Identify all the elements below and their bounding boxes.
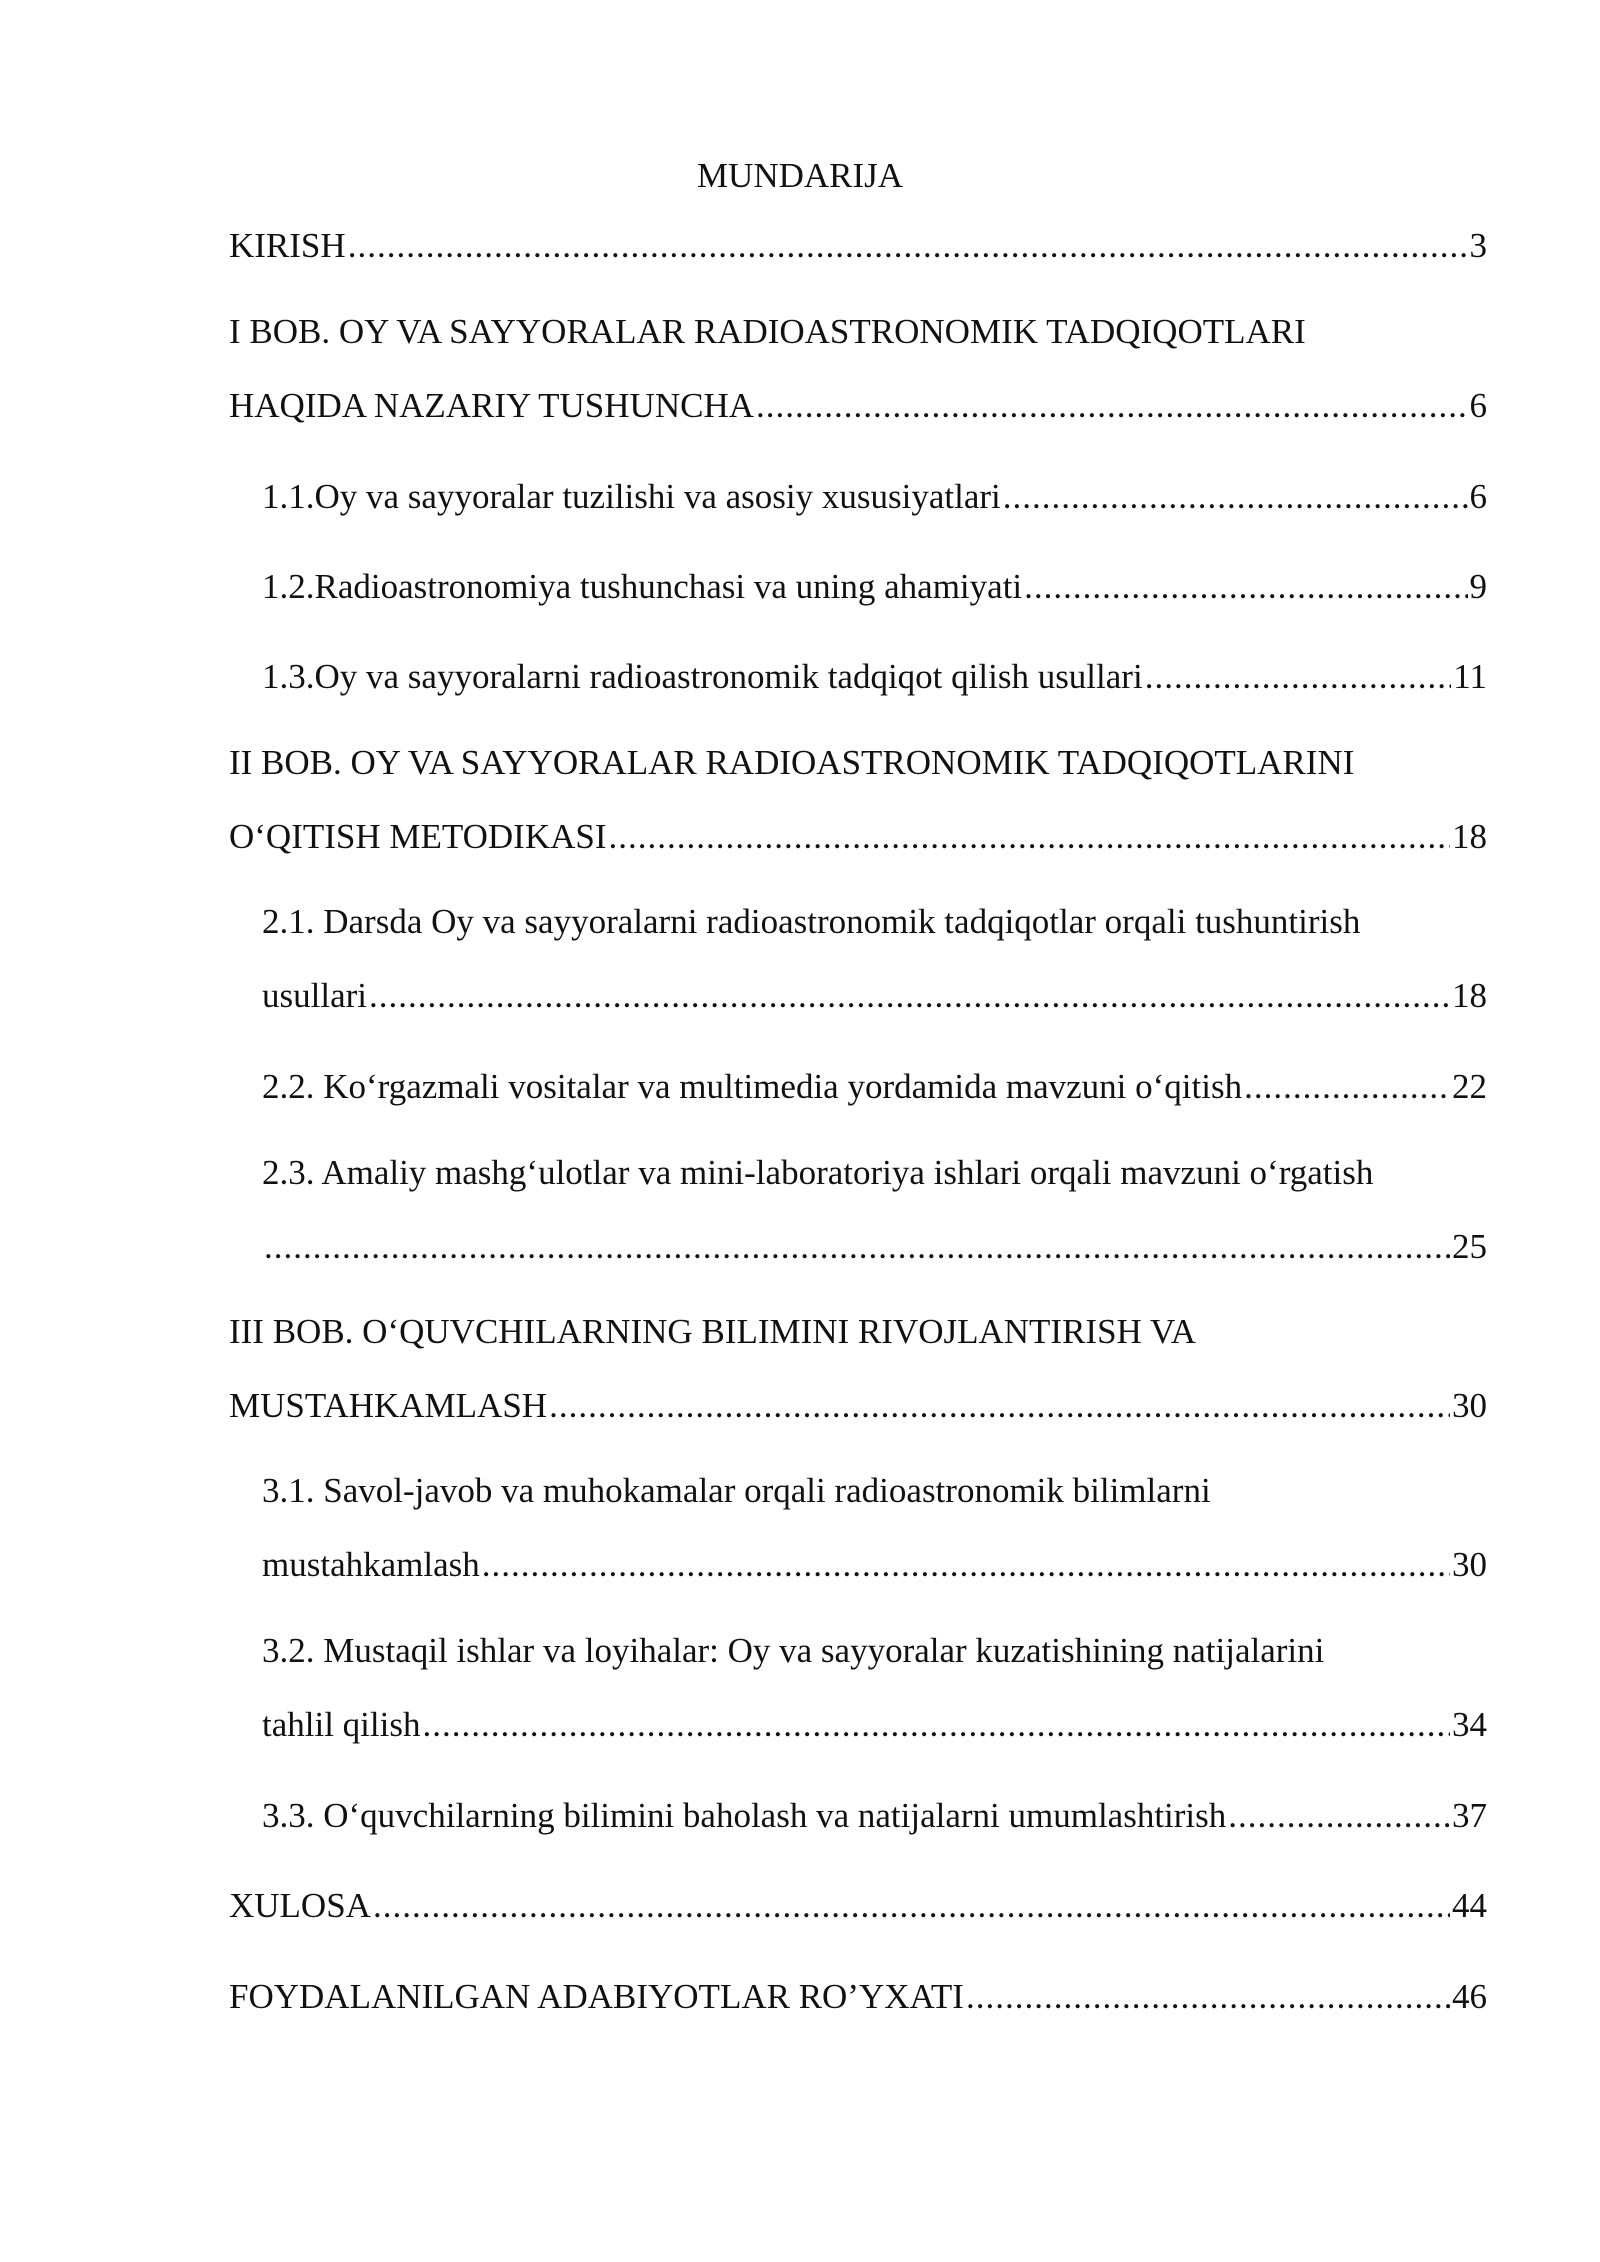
dot-leader	[756, 382, 1468, 430]
dot-leader	[348, 222, 1468, 270]
toc-page-number: 25	[1452, 1227, 1487, 1266]
dot-leader	[549, 1382, 1450, 1430]
dot-leader	[264, 1223, 1450, 1271]
toc-entry-text: usullari	[262, 976, 367, 1015]
toc-page-number: 6	[1469, 477, 1487, 516]
toc-entry-kirish[interactable]	[229, 222, 1487, 270]
toc-page-number: 3	[1469, 226, 1487, 265]
toc-entry-text: 3.3. O‘quvchilarning bilimini baholash va natijalarni umumlashtirish	[262, 1796, 1227, 1835]
toc-page-number: 9	[1469, 567, 1487, 606]
toc-entry-text: MUSTAHKAMLASH	[229, 1386, 548, 1425]
dot-leader	[1244, 1063, 1450, 1111]
toc-entry-text: mustahkamlash	[262, 1545, 480, 1584]
toc-entry-text: XULOSA	[229, 1886, 371, 1925]
section-number: 1.3.	[262, 657, 315, 696]
dot-leader	[609, 813, 1450, 861]
toc-entry-chapter-2[interactable]	[229, 813, 1487, 861]
toc-entry-3-3[interactable]	[262, 1792, 1487, 1840]
toc-entry-1-3[interactable]	[262, 653, 1487, 701]
toc-entry-text: Oy va sayyoralar tuzilishi va asosiy xususiyatlari	[314, 477, 1001, 516]
dot-leader	[369, 972, 1450, 1020]
toc-page-number: 30	[1452, 1386, 1487, 1425]
dot-leader	[1145, 653, 1452, 701]
dot-leader	[1024, 563, 1467, 611]
toc-entry-2-1[interactable]	[262, 972, 1487, 1020]
toc-page-number: 44	[1452, 1886, 1487, 1925]
dot-leader	[422, 1701, 1450, 1749]
dot-leader	[373, 1882, 1450, 1930]
section-number: 1.1.	[262, 477, 315, 516]
toc-page-number: 22	[1452, 1067, 1487, 1106]
toc-entry-1-2[interactable]	[262, 563, 1487, 611]
toc-entry-text: 2.2. Ko‘rgazmali vositalar va multimedia yordamida mavzuni o‘qitish	[262, 1067, 1243, 1106]
toc-chapter-1-title: I BOB. OY VA SAYYORALAR RADIOASTRONOMIK TADQIQOTLARI	[229, 312, 1306, 351]
toc-chapter-3-title: III BOB. O‘QUVCHILARNING BILIMINI RIVOJLANTIRISH VA	[229, 1312, 1196, 1351]
dot-leader	[1003, 473, 1468, 521]
toc-page-number: 11	[1453, 657, 1487, 696]
toc-page-number: 18	[1452, 817, 1487, 856]
toc-page-number: 6	[1469, 386, 1487, 425]
toc-entry-xulosa[interactable]	[229, 1882, 1487, 1930]
section-number: 1.2.	[262, 567, 315, 606]
toc-entry-text: FOYDALANILGAN ADABIYOTLAR RO’YXATI	[229, 1977, 964, 2016]
toc-entry-chapter-3[interactable]	[229, 1382, 1487, 1430]
toc-section-3-1-title: 3.1. Savol-javob va muhokamalar orqali radioastronomik bilimlarni	[262, 1471, 1211, 1510]
toc-entry-3-2[interactable]	[262, 1701, 1487, 1749]
dot-leader	[482, 1541, 1450, 1589]
toc-title: MUNDARIJA	[696, 156, 904, 195]
toc-entry-text: Radioastronomiya tushunchasi va uning ahamiyati	[314, 567, 1023, 606]
toc-entry-text: tahlil qilish	[262, 1705, 421, 1744]
toc-section-3-2-title: 3.2. Mustaqil ishlar va loyihalar: Oy va sayyoralar kuzatishining natijalarini	[262, 1631, 1325, 1670]
toc-page-number: 18	[1452, 976, 1487, 1015]
toc-entry-adabiyotlar[interactable]	[229, 1973, 1487, 2021]
toc-entry-2-3[interactable]	[262, 1223, 1487, 1271]
toc-page-number: 30	[1452, 1545, 1487, 1584]
toc-entry-text: KIRISH	[229, 226, 346, 265]
toc-page-number: 37	[1452, 1796, 1487, 1835]
dot-leader	[966, 1973, 1450, 2021]
toc-page-number: 46	[1452, 1977, 1487, 2016]
toc-entry-text: Oy va sayyoralarni radioastronomik tadqiqot qilish usullari	[314, 657, 1143, 696]
toc-chapter-2-title: II BOB. OY VA SAYYORALAR RADIOASTRONOMIK TADQIQOTLARINI	[229, 743, 1355, 782]
toc-entry-3-1[interactable]	[262, 1541, 1487, 1589]
toc-entry-2-2[interactable]	[262, 1063, 1487, 1111]
dot-leader	[1228, 1792, 1450, 1840]
toc-entry-chapter-1[interactable]	[229, 382, 1487, 430]
toc-section-2-1-title: 2.1. Darsda Oy va sayyoralarni radioastronomik tadqiqotlar orqali tushuntirish	[262, 902, 1361, 941]
toc-entry-text: O‘QITISH METODIKASI	[229, 817, 607, 856]
toc-section-2-3-title: 2.3. Amaliy mashg‘ulotlar va mini-laboratoriya ishlari orqali mavzuni o‘rgatish	[262, 1153, 1374, 1192]
toc-entry-1-1[interactable]	[262, 473, 1487, 521]
toc-page-number: 34	[1452, 1705, 1487, 1744]
toc-entry-text: HAQIDA NAZARIY TUSHUNCHA	[229, 386, 754, 425]
